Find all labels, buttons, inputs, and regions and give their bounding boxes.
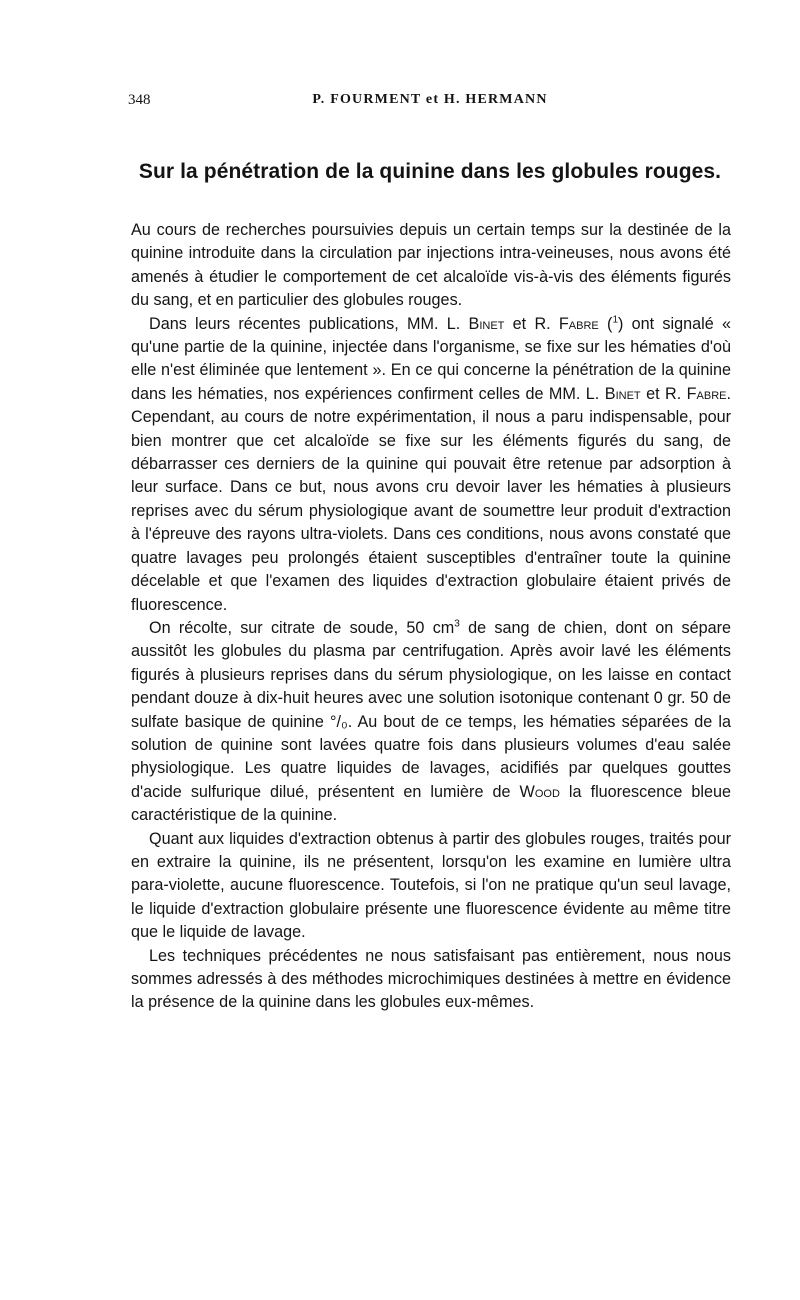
paragraph-1: Au cours de recherches poursuivies depuis un certain temps sur la destinée de la quinine introduite dans la circulation par injections intra-veineuses, nous avons été amenés à étudier le comportement de cet alcaloïde vis-à-vis des éléments figurés du sang, et en particulier des globules rouges. bbox=[131, 221, 731, 310]
paragraph-2-text-c: ont signalé « qu'une partie de la quinine, injectée dans l'organisme, se fixe sur les hématies d'où elle n'est éliminée que lentement ». En ce qui concerne la pénétration de la quinine dans les hématies, nos expériences confirment celles de MM. L. bbox=[131, 314, 732, 403]
paragraph-5: Les techniques précédentes ne nous satisfaisant pas entièrement, nous nous sommes adressés à des méthodes microchimiques destinées à mettre en évidence la présence de la quinine dans les globules eux-mêmes. bbox=[131, 946, 731, 1012]
author-name-binet-2: Binet bbox=[604, 384, 641, 403]
author-name-fabre-2: Fabre bbox=[686, 384, 727, 403]
running-head-authors: P. FOURMENT et H. HERMANN bbox=[312, 92, 548, 107]
article-title: Sur la pénétration de la quinine dans les globules rouges. bbox=[138, 160, 722, 183]
page-number: 348 bbox=[128, 92, 151, 108]
paragraph-2-text-b: et R. bbox=[504, 314, 559, 333]
paragraph-4: Quant aux liquides d'extraction obtenus à partir des globules rouges, traités pour en extraire la quinine, ils ne présentent, lorsqu'on les examine en lumière ultra para-violette, aucune fluorescence. Toutefois, si l'on ne pratique qu'un seul lavage, le liquide d'extraction globulaire présente une fluorescence évidente au même titre que le liquide de lavage. bbox=[131, 829, 731, 942]
paragraph-2 bbox=[131, 313, 731, 617]
paragraph-3 bbox=[131, 617, 731, 828]
paragraph-3-text-c: la fluorescence bleue caractéristique de la quinine. bbox=[131, 782, 731, 825]
cubic-superscript: 3 bbox=[454, 618, 460, 630]
paragraph-3-text-b: de sang de chien, dont on sépare aussitôt les globules du plasma par centrifugation. Après avoir lavé les éléments figurés à plusieurs reprises dans du sérum physiologique, on les laisse en contact pendant douze à dix-huit heures avec une solution isotonique contenant 0 gr. 50 de sulfate basique de quinine °/₀. Au bout de ce temps, les hématies séparées de la solution de quinine sont lavées quatre fois dans plusieurs volumes d'eau salée physiologique. Les quatre liquides de lavages, acidifiés par quelques gouttes d'acide sulfurique dilué, présentent en lumière de bbox=[131, 618, 731, 801]
footnote-paren-open: ( bbox=[598, 314, 613, 333]
paragraph-2-text-a: Dans leurs récentes publications, MM. L. bbox=[149, 314, 469, 333]
footnote-paren-close: ) bbox=[618, 314, 624, 333]
paragraph-3-text-a: On récolte, sur citrate de soude, 50 cm bbox=[149, 618, 455, 637]
article-body bbox=[131, 219, 731, 1015]
author-name-binet: Binet bbox=[468, 314, 505, 333]
paragraph-2-text-d: et R. bbox=[640, 384, 687, 403]
author-name-fabre: Fabre bbox=[558, 314, 599, 333]
running-head bbox=[128, 92, 732, 114]
footnote-marker: 1 bbox=[612, 314, 618, 326]
name-wood: Wood bbox=[519, 782, 560, 801]
paragraph-2-text-e: . Cependant, au cours de notre expérimentation, il nous a paru indispensable, pour bien montrer que cet alcaloïde se fixe sur les éléments figurés du sang, de débarrasser ces derniers de la quinine qui pouvait être retenue par adsorption à leur surface. Dans ce but, nous avons cru devoir laver les hématies à plusieurs reprises avec du sérum physiologique avant de soumettre leur produit d'extraction à l'épreuve des rayons ultra-violets. Dans ces conditions, nous avons constaté que quatre lavages peu prolongés étaient susceptibles d'entraîner toute la quinine décelable et que l'examen des liquides d'extraction globulaire étaient privés de fluorescence. bbox=[131, 384, 731, 614]
